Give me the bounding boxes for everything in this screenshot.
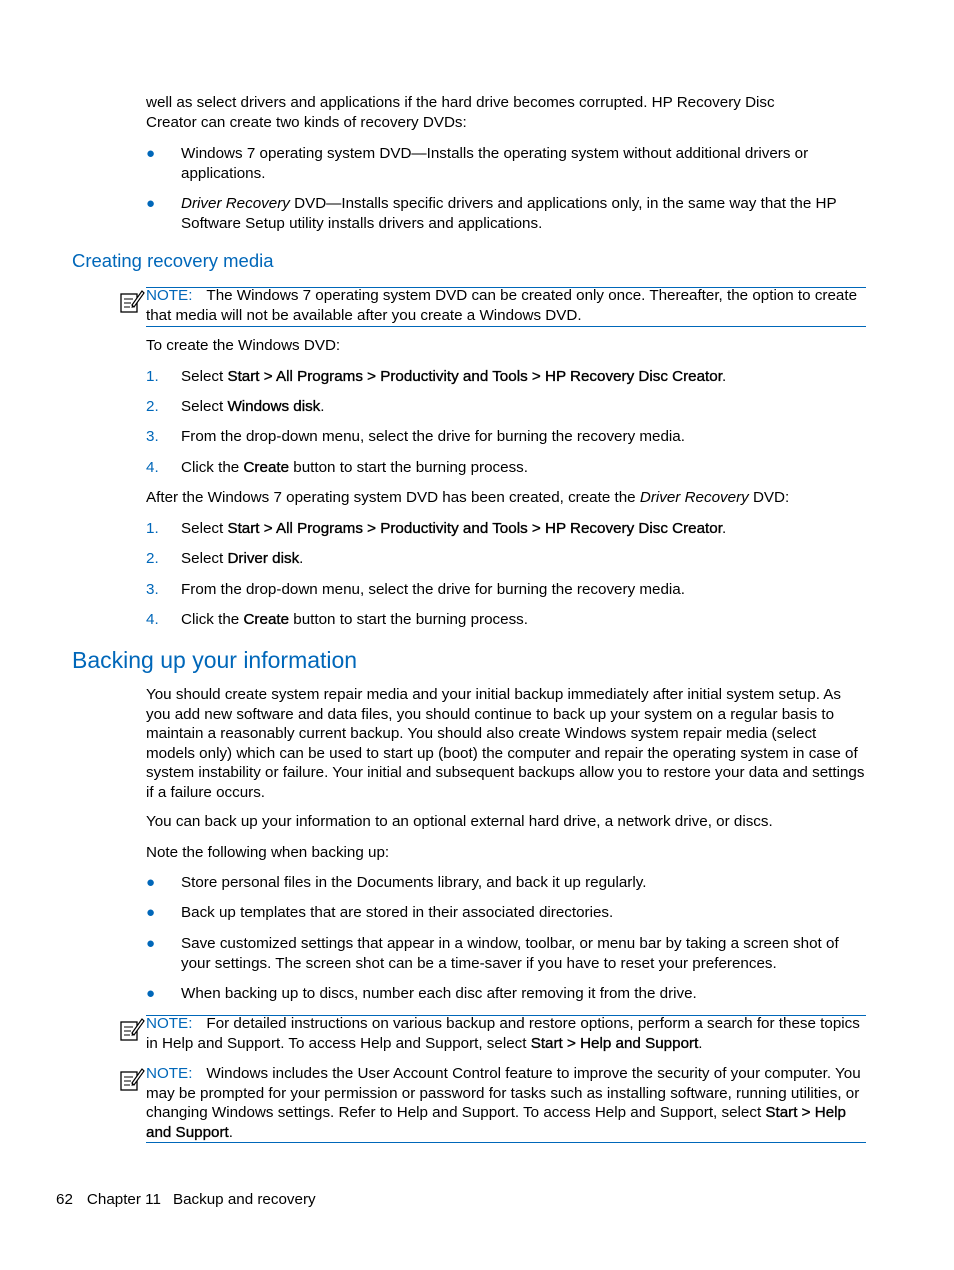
bullet-icon: ●	[146, 145, 156, 162]
list-item: Driver Recovery DVD—Installs specific drivers and applications only, in the same way that the HP Software Setup utility installs drivers and applications.	[181, 195, 837, 232]
step-number: 3.	[146, 428, 159, 445]
bullet-icon: ●	[146, 195, 156, 212]
note-label: NOTE:	[146, 1015, 193, 1032]
list-item: Save customized settings that appear in a window, toolbar, or menu bar by taking a screen shot of your settings. The screen shot can be a time-saver if you have to reset your preferences.	[181, 935, 839, 972]
list-item: When backing up to discs, number each disc after removing it from the drive.	[181, 985, 697, 1002]
bullet-icon: ●	[146, 904, 156, 921]
section-heading: Creating recovery media	[72, 250, 274, 271]
note-label: NOTE:	[146, 287, 193, 304]
page-number: 62	[56, 1191, 73, 1208]
list-item: Select Start > All Programs > Productivity and Tools > HP Recovery Disc Creator.	[181, 368, 727, 385]
note-text: NOTE: The Windows 7 operating system DVD can be created only once. Thereafter, the option to create that media will not be available after you create a Windows DVD.	[146, 287, 858, 324]
windows-intro: To create the Windows DVD:	[146, 337, 341, 354]
note-label: NOTE:	[146, 1065, 193, 1082]
note-text: NOTE: Windows includes the User Account Control feature to improve the security of your computer. You may be prompted for your permission or password for tasks such as installing software, running utilities, or changing Windows settings. Refer to Help and Support. To access Help and Support, select Start > Help and Support.	[146, 1065, 861, 1141]
list-item: From the drop-down menu, select the drive for burning the recovery media.	[181, 581, 685, 598]
note-text: NOTE: For detailed instructions on various backup and restore options, perform a search for these topics in Help and Support. To access Help and Support, select Start > Help and Support.	[146, 1015, 860, 1052]
bullet-icon: ●	[146, 985, 156, 1002]
intro-line-2: Creator can create two kinds of recovery DVDs:	[146, 113, 467, 131]
driver-intro: After the Windows 7 operating system DVD has been created, create the Driver Recovery DVD:	[146, 489, 790, 506]
step-number: 2.	[146, 398, 159, 415]
list-item: From the drop-down menu, select the drive for burning the recovery media.	[181, 428, 685, 445]
note-pad-pencil-icon	[119, 288, 145, 314]
list-item: Click the Create button to start the burning process.	[181, 611, 528, 628]
backup-paragraph: You should create system repair media and your initial backup immediately after initial system setup. As you add new software and data files, you should continue to back up your system on a regular basis to maintain a reasonably current backup. You should also create Windows system repair media (select models only) which can be used to start up (boot) the computer and repair the operating system in case of system instability or failure. Your initial and subsequent backups allow you to restore your data and settings if a failure occurs.	[146, 686, 865, 801]
note-bottom-rule	[146, 326, 866, 327]
note-pad-pencil-icon	[119, 1016, 145, 1042]
step-number: 1.	[146, 520, 159, 537]
backup-destinations: You can back up your information to an optional external hard drive, a network drive, or discs.	[146, 813, 773, 830]
step-number: 4.	[146, 611, 159, 628]
step-number: 4.	[146, 459, 159, 476]
list-item: Select Driver disk.	[181, 550, 304, 567]
list-item: Click the Create button to start the burning process.	[181, 459, 528, 476]
bullet-icon: ●	[146, 874, 156, 891]
intro-line-1: well as select drivers and applications if the hard drive becomes corrupted. HP Recovery Disc	[146, 94, 775, 111]
chapter-title: Backup and recovery	[172, 1191, 316, 1208]
bullet-icon: ●	[146, 935, 156, 952]
list-item: Select Start > All Programs > Productivity and Tools > HP Recovery Disc Creator.	[181, 520, 727, 537]
backup-notes-intro: Note the following when backing up:	[146, 844, 390, 861]
step-number: 3.	[146, 581, 159, 598]
note-pad-pencil-icon	[119, 1066, 145, 1092]
step-number: 2.	[146, 550, 159, 567]
list-item: Windows 7 operating system DVD—Installs the operating system without additional drivers or applications.	[181, 145, 809, 182]
step-number: 1.	[146, 368, 159, 385]
list-item: Select Windows disk.	[181, 398, 325, 415]
list-item: Back up templates that are stored in their associated directories.	[181, 904, 614, 921]
intro-paragraph	[146, 93, 866, 132]
list-item: Store personal files in the Documents library, and back it up regularly.	[181, 874, 647, 891]
chapter-number: Chapter 11	[86, 1191, 161, 1208]
page-footer	[56, 1190, 316, 1210]
note-bottom-rule	[146, 1142, 866, 1143]
page-title: Backing up your information	[72, 647, 358, 673]
